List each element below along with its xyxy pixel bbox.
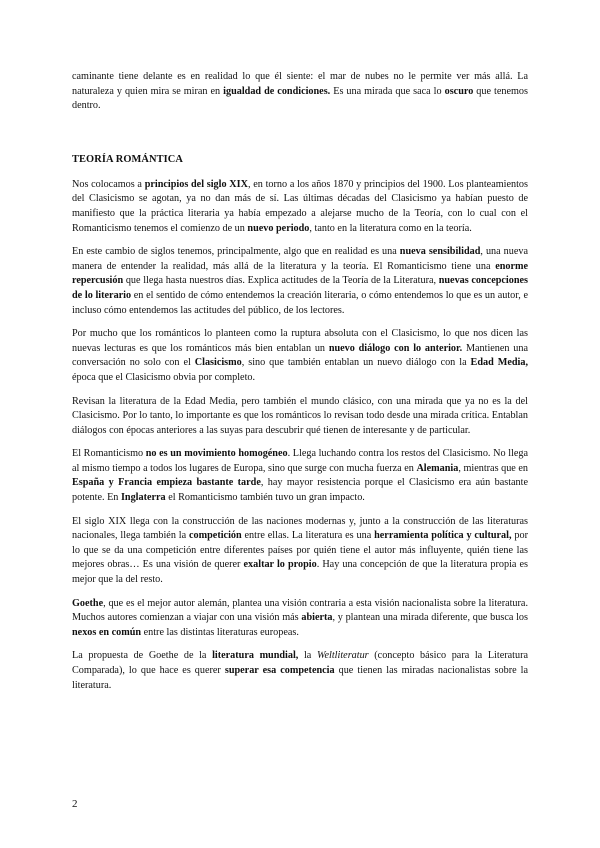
text-run: que tenemos dentro. <box>72 85 528 112</box>
text-run: Nos colocamos a <box>72 178 145 190</box>
text-run: , que es el mejor autor alemán, plantea una visión contraria a esta visión nacionalista sobre la literatura. Muchos autores comienzan a viajar con una visión más <box>72 597 528 624</box>
bold-text: oscuro <box>444 85 474 97</box>
text-run: , y plantean una mirada diferente, que busca los <box>332 612 528 624</box>
text-run: (concepto básico para la Literatura Comparada), lo que hace es querer <box>72 650 528 676</box>
paragraph <box>72 178 528 236</box>
bold-text: Inglaterra <box>120 492 166 504</box>
bold-text: no es un movimiento homogéneo <box>145 448 288 460</box>
text-run: en el sentido de cómo entendemos la creación literaria, o cómo entendemos lo que es un autor, e incluso cómo entendemos las actitudes del público, de los lectores. <box>72 289 528 316</box>
document-page <box>72 70 528 702</box>
bold-text: Clasicismo <box>194 357 242 369</box>
bold-text: principios del siglo XIX <box>144 178 248 190</box>
bold-text: España y Francia empieza bastante tarde <box>72 477 261 489</box>
text-run: , hay mayor resistencia porque el Clasicismo era aún bastante potente. En <box>72 477 529 504</box>
text-run: entre las distintas literaturas europeas. <box>141 626 299 638</box>
bold-text: Alemania <box>416 462 459 474</box>
text-run: El siglo XIX llega con la construcción de las naciones modernas y, junto a la construcción de las literaturas nacionales, llega también la <box>72 515 528 542</box>
text-run: entre ellas. La literatura es una <box>241 530 375 542</box>
paragraph <box>72 597 528 641</box>
text-run: Por mucho que los románticos lo planteen como la ruptura absoluta con el Clasicismo, lo que nos dicen las nuevas lecturas es que los románticos más bien entablan un <box>72 328 528 354</box>
text-run: La propuesta de Goethe de la <box>72 650 213 662</box>
bold-text: superar esa competencia <box>224 665 335 676</box>
bold-text: nuevo periodo <box>247 222 310 234</box>
paragraph <box>72 515 528 588</box>
text-run: , tanto en la literatura como en la teoría. <box>309 222 472 234</box>
text-run: Mantienen una conversación no solo con el <box>72 342 528 369</box>
bold-text: igualdad de condiciones. <box>223 85 331 97</box>
text-run: . Hay una concepción de que la literatura propia es mejor que la del resto. <box>72 559 529 586</box>
bold-text: exaltar lo propio <box>243 559 317 571</box>
page-number: 2 <box>72 798 78 810</box>
paragraph <box>72 649 528 693</box>
paragraph <box>72 245 528 318</box>
text-run: el Romanticismo también tuvo un gran impacto. <box>165 492 365 504</box>
text-run: , sino que también entablan un nuevo diálogo con la <box>241 357 471 369</box>
text-run: caminante tiene delante es en realidad lo que él siente: el mar de nubes no le permite ver más allá. La naturaleza y quien mira se miran en <box>72 71 528 97</box>
italic-text: Weltliteratur <box>316 650 369 662</box>
paragraph <box>72 395 528 439</box>
text-run: por lo que se da una competición entre diferentes países por quién tiene el autor más influyente, quién tiene las mejores obras… Es una visión de querer <box>72 530 528 571</box>
paragraph <box>72 327 528 385</box>
text-run: , mientras que en <box>458 462 528 474</box>
text-run: , en torno a los años 1870 y principios del 1900. Los planteamientos del Clasicismo se agotan, ya no dan más de sí. Las últimas décadas del Clasicismo ya habían puesto de manifiesto que la práctica literaria ya había empezado a alejarse mucho de la Teoría, con lo cual con el Romanticismo tenemos el comienzo de un <box>72 178 528 234</box>
bold-text: Goethe <box>72 597 104 609</box>
text-run: En este cambio de siglos tenemos, principalmente, algo que en realidad es una <box>72 246 400 258</box>
bold-text: nueva sensibilidad <box>399 246 481 258</box>
text-run: El Romanticismo <box>72 448 146 460</box>
text-run: . Llega luchando contra los restos del Clasicismo. No llega al mismo tiempo a todos los lugares de Europa, sino que surge con mucha fuerza en <box>72 448 528 474</box>
paragraph <box>72 447 528 505</box>
text-run: Revisan la literatura de la Edad Media, pero también el mundo clásico, con una mirada que ya no es la del Clasicismo. Por lo tanto, lo importante es que los románticos lo revisan todo desde una mirada crítica. Entablan diálogos con épocas anteriores a las suyas para descubrir qué tienen de interesante y de particular. <box>72 395 528 436</box>
section-heading: TEORÍA ROMÁNTICA <box>72 153 184 165</box>
text-run: , una nueva manera de entender la realidad, más allá de la literatura y la teoría. El Romanticismo tiene una <box>72 246 528 272</box>
text-run: época que el Clasicismo obvia por completo. <box>72 371 256 383</box>
bold-text: competición <box>189 530 242 542</box>
bold-text: nexos en común <box>72 626 142 638</box>
bold-text: Edad Media, <box>470 357 528 369</box>
paragraph-intro <box>72 70 528 114</box>
bold-text: nuevo diálogo con lo anterior. <box>328 342 463 354</box>
text-run: Es una mirada que saca lo <box>330 85 445 97</box>
bold-text: nuevas concepciones de lo literario <box>72 275 528 301</box>
bold-text: enorme repercusión <box>72 260 528 287</box>
text-run: que tienen las miradas nacionalistas sobre la literatura. <box>72 665 528 691</box>
bold-text: literatura mundial, <box>212 650 299 662</box>
bold-text: abierta <box>301 612 333 624</box>
bold-text: herramienta política y cultural, <box>374 530 512 542</box>
text-run: que llega hasta nuestros días. Explica actitudes de la Teoría de la Literatura, <box>123 275 439 287</box>
text-run: la <box>298 650 317 662</box>
